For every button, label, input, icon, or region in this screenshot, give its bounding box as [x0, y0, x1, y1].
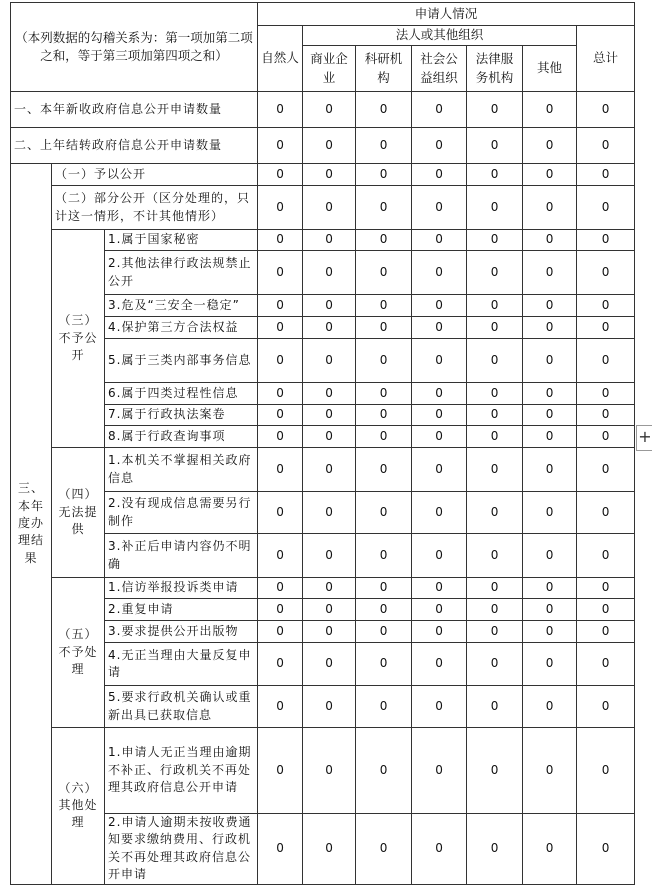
value-cell: 0: [303, 621, 356, 643]
group-results: 三、本年度办理结果: [11, 164, 52, 885]
value-cell: 0: [356, 686, 412, 728]
value-cell: 0: [258, 728, 303, 814]
value-cell: 0: [523, 599, 577, 621]
value-cell: 0: [577, 339, 635, 383]
value-cell: 0: [467, 686, 523, 728]
value-cell: 0: [356, 339, 412, 383]
value-cell: 0: [412, 426, 467, 448]
value-cell: 0: [258, 448, 303, 492]
value-cell: 0: [412, 448, 467, 492]
row-label-np4: 4.无正当理由大量反复申请: [105, 643, 258, 686]
value-cell: 0: [577, 728, 635, 814]
value-cell: 0: [523, 534, 577, 578]
value-cell: 0: [258, 814, 303, 885]
value-cell: 0: [523, 230, 577, 251]
value-cell: 0: [258, 492, 303, 534]
row-label-nd1: 1.属于国家秘密: [105, 230, 258, 251]
value-cell: 0: [258, 317, 303, 339]
header-note: （本列数据的勾稽关系为：第一项加第二项之和，等于第三项加第四项之和）: [11, 3, 258, 92]
value-cell: 0: [577, 92, 635, 128]
value-cell: 0: [412, 383, 467, 405]
header-legal-org: 法人或其他组织: [303, 26, 577, 46]
value-cell: 0: [412, 186, 467, 230]
group-not-disclosed: （三）不予公开: [52, 230, 105, 448]
value-cell: 0: [303, 251, 356, 295]
value-cell: 0: [412, 295, 467, 317]
value-cell: 0: [356, 578, 412, 599]
value-cell: 0: [523, 295, 577, 317]
header-natural-person: 自然人: [258, 26, 303, 92]
value-cell: 0: [523, 814, 577, 885]
value-cell: 0: [258, 164, 303, 186]
value-cell: 0: [523, 448, 577, 492]
value-cell: 0: [577, 621, 635, 643]
value-cell: 0: [412, 128, 467, 164]
row-label-nd2: 2.其他法律行政法规禁止公开: [105, 251, 258, 295]
value-cell: 0: [356, 128, 412, 164]
row-label-np5: 5.要求行政机关确认或重新出具已获取信息: [105, 686, 258, 728]
value-cell: 0: [258, 643, 303, 686]
value-cell: 0: [467, 128, 523, 164]
header-research: 科研机构: [356, 46, 412, 92]
header-other: 其他: [523, 46, 577, 92]
value-cell: 0: [303, 599, 356, 621]
value-cell: 0: [412, 599, 467, 621]
value-cell: 0: [356, 621, 412, 643]
expand-plus-button[interactable]: +: [636, 425, 652, 451]
value-cell: 0: [577, 164, 635, 186]
row-label-nd4: 4.保护第三方合法权益: [105, 317, 258, 339]
value-cell: 0: [467, 621, 523, 643]
row-label-un2: 2.没有现成信息需要另行制作: [105, 492, 258, 534]
value-cell: 0: [303, 186, 356, 230]
value-cell: 0: [356, 643, 412, 686]
row-label-nd7: 7.属于行政执法案卷: [105, 405, 258, 426]
value-cell: 0: [577, 534, 635, 578]
row-label-np2: 2.重复申请: [105, 599, 258, 621]
value-cell: 0: [577, 295, 635, 317]
value-cell: 0: [356, 599, 412, 621]
row-label-np3: 3.要求提供公开出版物: [105, 621, 258, 643]
value-cell: 0: [356, 251, 412, 295]
row-label-new: 一、本年新收政府信息公开申请数量: [11, 92, 258, 128]
value-cell: 0: [467, 578, 523, 599]
value-cell: 0: [467, 643, 523, 686]
value-cell: 0: [412, 339, 467, 383]
value-cell: 0: [258, 578, 303, 599]
value-cell: 0: [303, 339, 356, 383]
value-cell: 0: [356, 426, 412, 448]
value-cell: 0: [258, 128, 303, 164]
value-cell: 0: [412, 164, 467, 186]
value-cell: 0: [303, 534, 356, 578]
row-label-nd5: 5.属于三类内部事务信息: [105, 339, 258, 383]
value-cell: 0: [577, 383, 635, 405]
value-cell: 0: [467, 426, 523, 448]
value-cell: 0: [467, 251, 523, 295]
group-not-processed: （五）不予处理: [52, 578, 105, 728]
value-cell: 0: [303, 92, 356, 128]
value-cell: 0: [467, 448, 523, 492]
value-cell: 0: [467, 317, 523, 339]
row-label-nd6: 6.属于四类过程性信息: [105, 383, 258, 405]
value-cell: 0: [258, 251, 303, 295]
row-label-op2: 2.申请人逾期未按收费通知要求缴纳费用、行政机关不再处理其政府信息公开申请: [105, 814, 258, 885]
row-label-carryover: 二、上年结转政府信息公开申请数量: [11, 128, 258, 164]
value-cell: 0: [523, 251, 577, 295]
value-cell: 0: [577, 578, 635, 599]
header-commercial: 商业企业: [303, 46, 356, 92]
value-cell: 0: [467, 814, 523, 885]
value-cell: 0: [577, 599, 635, 621]
value-cell: 0: [303, 164, 356, 186]
value-cell: 0: [412, 230, 467, 251]
value-cell: 0: [467, 230, 523, 251]
value-cell: 0: [577, 186, 635, 230]
value-cell: 0: [577, 128, 635, 164]
row-label-np1: 1.信访举报投诉类申请: [105, 578, 258, 599]
value-cell: 0: [412, 492, 467, 534]
value-cell: 0: [356, 186, 412, 230]
header-total: 总计: [577, 26, 635, 92]
value-cell: 0: [412, 251, 467, 295]
value-cell: 0: [356, 492, 412, 534]
value-cell: 0: [356, 383, 412, 405]
value-cell: 0: [303, 128, 356, 164]
value-cell: 0: [467, 492, 523, 534]
value-cell: 0: [577, 814, 635, 885]
value-cell: 0: [258, 534, 303, 578]
value-cell: 0: [412, 643, 467, 686]
header-applicant-info: 申请人情况: [258, 3, 635, 26]
row-label-nd3: 3.危及“三安全一稳定”: [105, 295, 258, 317]
value-cell: 0: [356, 448, 412, 492]
value-cell: 0: [577, 405, 635, 426]
value-cell: 0: [258, 92, 303, 128]
value-cell: 0: [303, 405, 356, 426]
value-cell: 0: [577, 686, 635, 728]
value-cell: 0: [356, 92, 412, 128]
value-cell: 0: [577, 230, 635, 251]
value-cell: 0: [523, 383, 577, 405]
value-cell: 0: [467, 186, 523, 230]
value-cell: 0: [467, 339, 523, 383]
value-cell: 0: [577, 448, 635, 492]
value-cell: 0: [523, 686, 577, 728]
value-cell: 0: [523, 339, 577, 383]
value-cell: 0: [356, 814, 412, 885]
value-cell: 0: [412, 814, 467, 885]
value-cell: 0: [523, 578, 577, 599]
value-cell: 0: [523, 405, 577, 426]
value-cell: 0: [412, 686, 467, 728]
value-cell: 0: [356, 295, 412, 317]
value-cell: 0: [523, 186, 577, 230]
value-cell: 0: [303, 492, 356, 534]
value-cell: 0: [412, 534, 467, 578]
row-label-nd8: 8.属于行政查询事项: [105, 426, 258, 448]
value-cell: 0: [303, 814, 356, 885]
value-cell: 0: [258, 230, 303, 251]
row-label-un1: 1.本机关不掌握相关政府信息: [105, 448, 258, 492]
value-cell: 0: [356, 230, 412, 251]
value-cell: 0: [258, 686, 303, 728]
value-cell: 0: [523, 728, 577, 814]
disclosure-stats-table: [10, 2, 635, 885]
value-cell: 0: [577, 426, 635, 448]
value-cell: 0: [412, 317, 467, 339]
value-cell: 0: [467, 92, 523, 128]
value-cell: 0: [467, 383, 523, 405]
value-cell: 0: [303, 448, 356, 492]
value-cell: 0: [523, 426, 577, 448]
value-cell: 0: [303, 317, 356, 339]
value-cell: 0: [258, 405, 303, 426]
value-cell: 0: [523, 92, 577, 128]
value-cell: 0: [258, 186, 303, 230]
value-cell: 0: [577, 643, 635, 686]
value-cell: 0: [467, 295, 523, 317]
header-legal-service: 法律服务机构: [467, 46, 523, 92]
value-cell: 0: [412, 728, 467, 814]
value-cell: 0: [303, 295, 356, 317]
value-cell: 0: [356, 317, 412, 339]
value-cell: 0: [303, 230, 356, 251]
row-label-disclosed: （一）予以公开: [52, 164, 258, 186]
group-unable: （四）无法提供: [52, 448, 105, 578]
value-cell: 0: [523, 128, 577, 164]
value-cell: 0: [258, 426, 303, 448]
value-cell: 0: [356, 405, 412, 426]
value-cell: 0: [467, 599, 523, 621]
value-cell: 0: [303, 426, 356, 448]
value-cell: 0: [356, 534, 412, 578]
value-cell: 0: [303, 686, 356, 728]
value-cell: 0: [577, 317, 635, 339]
value-cell: 0: [412, 92, 467, 128]
group-other-processing: （六）其他处理: [52, 728, 105, 885]
value-cell: 0: [258, 295, 303, 317]
value-cell: 0: [303, 578, 356, 599]
value-cell: 0: [523, 164, 577, 186]
value-cell: 0: [412, 578, 467, 599]
value-cell: 0: [467, 405, 523, 426]
value-cell: 0: [303, 728, 356, 814]
value-cell: 0: [523, 621, 577, 643]
value-cell: 0: [412, 621, 467, 643]
value-cell: 0: [258, 599, 303, 621]
value-cell: 0: [356, 728, 412, 814]
value-cell: 0: [303, 383, 356, 405]
value-cell: 0: [258, 339, 303, 383]
value-cell: 0: [467, 164, 523, 186]
value-cell: 0: [258, 383, 303, 405]
value-cell: 0: [412, 405, 467, 426]
value-cell: 0: [356, 164, 412, 186]
value-cell: 0: [523, 643, 577, 686]
value-cell: 0: [258, 621, 303, 643]
value-cell: 0: [467, 534, 523, 578]
value-cell: 0: [467, 728, 523, 814]
header-social: 社会公益组织: [412, 46, 467, 92]
value-cell: 0: [523, 317, 577, 339]
row-label-un3: 3.补正后申请内容仍不明确: [105, 534, 258, 578]
row-label-op1: 1.申请人无正当理由逾期不补正、行政机关不再处理其政府信息公开申请: [105, 728, 258, 814]
value-cell: 0: [577, 492, 635, 534]
value-cell: 0: [577, 251, 635, 295]
value-cell: 0: [303, 643, 356, 686]
value-cell: 0: [523, 492, 577, 534]
row-label-partial: （二）部分公开（区分处理的，只计这一情形，不计其他情形）: [52, 186, 258, 230]
